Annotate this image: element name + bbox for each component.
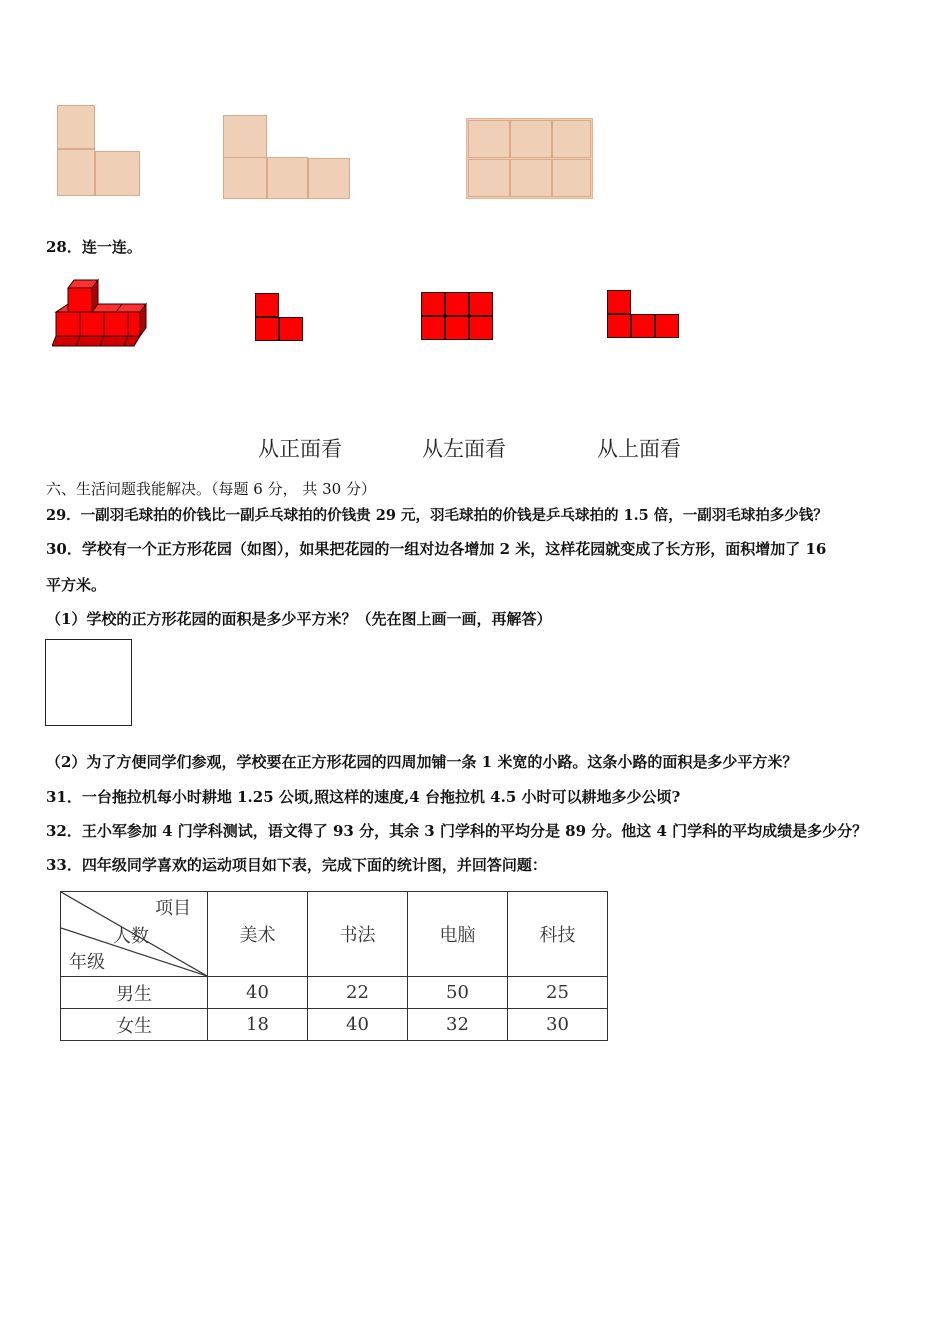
question-30-line2: 平方米。 bbox=[46, 576, 107, 594]
table-row bbox=[61, 977, 608, 1009]
table-cell: 30 bbox=[508, 1009, 608, 1041]
table-cell: 25 bbox=[508, 977, 608, 1009]
corner-label-item: 项目 bbox=[155, 898, 191, 919]
table-cell: 40 bbox=[308, 1009, 408, 1041]
table-header-cell: 美术 bbox=[208, 892, 308, 977]
square-garden-figure bbox=[45, 639, 132, 726]
table-cell: 22 bbox=[308, 977, 408, 1009]
table-cell: 50 bbox=[408, 977, 508, 1009]
question-31: 31．一台拖拉机每小时耕地 1.25 公顷,照这样的速度,4 台拖拉机 4.5 小时可以耕地多少公顷? bbox=[46, 788, 681, 806]
cube-figure-3d bbox=[52, 276, 152, 350]
question-30-part2: （2）为了方便同学们参观，学校要在正方形花园的四周加铺一条 1 米宽的小路。这条小路的面积是多少平方米？ bbox=[46, 753, 798, 771]
question-30-part1: （1）学校的正方形花园的面积是多少平方米？（先在图上画一画，再解答） bbox=[46, 610, 552, 628]
table-cell: 18 bbox=[208, 1009, 308, 1041]
corner-label-grade: 年级 bbox=[69, 952, 105, 973]
table-header-row bbox=[61, 892, 608, 977]
view-label-top: 从上面看 bbox=[597, 437, 681, 461]
corner-label-count: 人数 bbox=[113, 926, 149, 947]
view-label-left: 从左面看 bbox=[422, 437, 506, 461]
table-cell: 32 bbox=[408, 1009, 508, 1041]
table-header-cell: 书法 bbox=[308, 892, 408, 977]
section-6-heading: 六、生活问题我能解决。（每题 6 分， 共 30 分） bbox=[46, 480, 376, 498]
row-label: 女生 bbox=[61, 1009, 208, 1041]
question-32: 32．王小军参加 4 门学科测试，语文得了 93 分，其余 3 门学科的平均分是 89 分。他这 4 门学科的平均成绩是多少分？ bbox=[46, 822, 868, 840]
row-label: 男生 bbox=[61, 977, 208, 1009]
question-33: 33．四年级同学喜欢的运动项目如下表，完成下面的统计图，并回答问题： bbox=[46, 856, 547, 874]
table-header-cell: 电脑 bbox=[408, 892, 508, 977]
question-28-title: 28．连一连。 bbox=[46, 238, 142, 256]
table-corner-cell bbox=[61, 892, 208, 977]
table-cell: 40 bbox=[208, 977, 308, 1009]
table-row bbox=[61, 1009, 608, 1041]
sports-table bbox=[60, 891, 608, 1041]
view-label-front: 从正面看 bbox=[258, 437, 342, 461]
question-29: 29．一副羽毛球拍的价钱比一副乒乓球拍的价钱贵 29 元，羽毛球拍的价钱是乒乓球拍的 1.5 倍，一副羽毛球拍多少钱？ bbox=[46, 507, 828, 524]
table-header-cell: 科技 bbox=[508, 892, 608, 977]
question-30-line1: 30．学校有一个正方形花园（如图），如果把花园的一组对边各增加 2 米，这样花园就变成了长方形，面积增加了 16 bbox=[46, 540, 827, 558]
